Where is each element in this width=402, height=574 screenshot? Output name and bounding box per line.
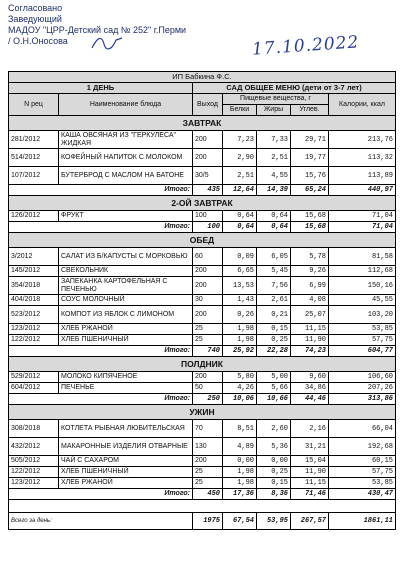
- total-output: 100: [193, 222, 223, 233]
- protein-value: 4,26: [223, 383, 257, 394]
- fat-value: 5,45: [257, 266, 291, 277]
- total-label: Итого:: [9, 394, 193, 405]
- total-carbs: 15,68: [291, 222, 329, 233]
- total-fat: 22,28: [257, 346, 291, 357]
- calories-value: 53,85: [329, 324, 396, 335]
- column-header-row: [9, 94, 396, 105]
- total-carbs: 71,46: [291, 489, 329, 500]
- fat-value: 0,15: [257, 324, 291, 335]
- recipe-number: 122/2012: [9, 467, 59, 478]
- total-label: Итого:: [9, 489, 193, 500]
- recipe-number: 308/2018: [9, 420, 59, 438]
- recipe-number: 3/2012: [9, 248, 59, 266]
- section-header-row: [9, 196, 396, 211]
- carbs-value: 25,07: [291, 306, 329, 324]
- fat-value: 2,51: [257, 149, 291, 167]
- output-value: 30/5: [193, 167, 223, 185]
- section-header-row: [9, 233, 396, 248]
- fat-value: 0,21: [257, 306, 291, 324]
- dish-row: [9, 211, 396, 222]
- protein-value: 2,90: [223, 149, 257, 167]
- section-title: УЖИН: [9, 405, 396, 420]
- protein-value: 5,80: [223, 372, 257, 383]
- dish-name: КОМПОТ ИЗ ЯБЛОК С ЛИМОНОМ: [59, 306, 193, 324]
- col-protein: Белки: [223, 105, 257, 116]
- output-value: 60: [193, 248, 223, 266]
- recipe-number: 123/2012: [9, 324, 59, 335]
- dish-row: [9, 383, 396, 394]
- calories-value: 57,75: [329, 335, 396, 346]
- calories-value: 192,68: [329, 438, 396, 456]
- recipe-number: 354/2018: [9, 277, 59, 295]
- calories-value: 150,16: [329, 277, 396, 295]
- section-header-row: [9, 405, 396, 420]
- protein-value: 8,51: [223, 420, 257, 438]
- total-label: Итого:: [9, 346, 193, 357]
- dish-name: КОТЛЕТА РЫБНАЯ ЛЮБИТЕЛЬСКАЯ: [59, 420, 193, 438]
- calories-value: 53,85: [329, 478, 396, 489]
- dish-name: МОЛОКО КИПЯЧЕНОЕ: [59, 372, 193, 383]
- dish-name: БУТЕРБРОД С МАСЛОМ НА БАТОНЕ: [59, 167, 193, 185]
- calories-value: 106,60: [329, 372, 396, 383]
- carbs-value: 11,90: [291, 467, 329, 478]
- protein-value: 13,53: [223, 277, 257, 295]
- dish-name: ХЛЕБ РЖАНОЙ: [59, 324, 193, 335]
- protein-value: 0,09: [223, 248, 257, 266]
- calories-value: 45,55: [329, 295, 396, 306]
- calories-value: 113,89: [329, 167, 396, 185]
- section-title: ПОЛДНИК: [9, 357, 396, 372]
- dish-row: [9, 456, 396, 467]
- output-value: 130: [193, 438, 223, 456]
- recipe-number: 107/2012: [9, 167, 59, 185]
- dish-row: [9, 335, 396, 346]
- protein-value: 0,26: [223, 306, 257, 324]
- output-value: 30: [193, 295, 223, 306]
- fat-value: 7,56: [257, 277, 291, 295]
- recipe-number: 523/2012: [9, 306, 59, 324]
- carbs-value: 6,99: [291, 277, 329, 295]
- dish-name: ПЕЧЕНЬЕ: [59, 383, 193, 394]
- protein-value: 1,43: [223, 295, 257, 306]
- total-carbs: 44,46: [291, 394, 329, 405]
- col-output: Выход: [193, 94, 223, 116]
- dish-name: ЧАЙ С САХАРОМ: [59, 456, 193, 467]
- output-value: 25: [193, 467, 223, 478]
- protein-value: 7,23: [223, 131, 257, 149]
- output-value: 50: [193, 383, 223, 394]
- fat-value: 5,66: [257, 383, 291, 394]
- col-fat: Жиры: [257, 105, 291, 116]
- carbs-value: 34,86: [291, 383, 329, 394]
- recipe-number: 529/2012: [9, 372, 59, 383]
- output-value: 200: [193, 372, 223, 383]
- dish-row: [9, 372, 396, 383]
- spacer-cell: [9, 500, 396, 513]
- output-value: 100: [193, 211, 223, 222]
- output-value: 200: [193, 266, 223, 277]
- dish-name: КОФЕЙНЫЙ НАПИТОК С МОЛОКОМ: [59, 149, 193, 167]
- recipe-number: 123/2012: [9, 478, 59, 489]
- dish-name: КАША ОВСЯНАЯ ИЗ "ГЕРКУЛЕСА" ЖИДКАЯ: [59, 131, 193, 149]
- grand-calories: 1861,11: [329, 513, 396, 530]
- carbs-value: 15,76: [291, 167, 329, 185]
- protein-value: 1,98: [223, 478, 257, 489]
- dish-row: [9, 266, 396, 277]
- approval-line: / О.Н.Оносова: [8, 36, 68, 46]
- protein-value: 0,64: [223, 211, 257, 222]
- grand-total-row: [9, 513, 396, 530]
- day-label: 1 ДЕНЬ: [9, 83, 193, 94]
- calories-value: 81,58: [329, 248, 396, 266]
- provider-name: ИП Бабкина Ф.С.: [9, 72, 396, 83]
- total-carbs: 74,23: [291, 346, 329, 357]
- total-protein: 10,06: [223, 394, 257, 405]
- grand-output: 1975: [193, 513, 223, 530]
- output-value: 200: [193, 149, 223, 167]
- fat-value: 4,55: [257, 167, 291, 185]
- dish-name: МАКАРОННЫЕ ИЗДЕЛИЯ ОТВАРНЫЕ: [59, 438, 193, 456]
- calories-value: 71,04: [329, 211, 396, 222]
- output-value: 200: [193, 456, 223, 467]
- protein-value: 0,00: [223, 456, 257, 467]
- total-output: 740: [193, 346, 223, 357]
- section-total-row: [9, 489, 396, 500]
- recipe-number: 432/2012: [9, 438, 59, 456]
- protein-value: 1,98: [223, 324, 257, 335]
- calories-value: 60,15: [329, 456, 396, 467]
- total-calories: 430,47: [329, 489, 396, 500]
- output-value: 200: [193, 131, 223, 149]
- fat-value: 0,00: [257, 456, 291, 467]
- dish-row: [9, 167, 396, 185]
- carbs-value: 31,21: [291, 438, 329, 456]
- carbs-value: 11,90: [291, 335, 329, 346]
- carbs-value: 9,60: [291, 372, 329, 383]
- dish-row: [9, 420, 396, 438]
- dish-row: [9, 248, 396, 266]
- section-total-row: [9, 185, 396, 196]
- col-recipe: N рец: [9, 94, 59, 116]
- menu-title: САД ОБЩЕЕ МЕНЮ (дети от 3-7 лет): [193, 83, 396, 94]
- fat-value: 0,15: [257, 478, 291, 489]
- carbs-value: 2,16: [291, 420, 329, 438]
- spacer-row: [9, 500, 396, 513]
- carbs-value: 11,15: [291, 478, 329, 489]
- carbs-value: 15,04: [291, 456, 329, 467]
- handwritten-date: 17.10.2022: [251, 32, 360, 60]
- recipe-number: 281/2012: [9, 131, 59, 149]
- col-dish: Наименование блюда: [59, 94, 193, 116]
- carbs-value: 29,71: [291, 131, 329, 149]
- total-protein: 25,92: [223, 346, 257, 357]
- col-calories: Калории, ккал: [329, 94, 396, 116]
- total-protein: 12,64: [223, 185, 257, 196]
- output-value: 70: [193, 420, 223, 438]
- dish-name: ЗАПЕКАНКА КАРТОФЕЛЬНАЯ С ПЕЧЕНЬЮ: [59, 277, 193, 295]
- approval-line: Согласовано: [8, 3, 63, 13]
- menu-title-row: [9, 83, 396, 94]
- section-title: 2-ОЙ ЗАВТРАК: [9, 196, 396, 211]
- calories-value: 113,32: [329, 149, 396, 167]
- dish-row: [9, 478, 396, 489]
- recipe-number: 505/2012: [9, 456, 59, 467]
- dish-row: [9, 295, 396, 306]
- recipe-number: 122/2012: [9, 335, 59, 346]
- dish-name: ХЛЕБ ПШЕНИЧНЫЙ: [59, 335, 193, 346]
- dish-name: ХЛЕБ ПШЕНИЧНЫЙ: [59, 467, 193, 478]
- total-calories: 440,97: [329, 185, 396, 196]
- output-value: 200: [193, 277, 223, 295]
- output-value: 200: [193, 306, 223, 324]
- section-total-row: [9, 222, 396, 233]
- menu-table: [8, 71, 396, 530]
- total-fat: 0,64: [257, 222, 291, 233]
- dish-name: ФРУКТ: [59, 211, 193, 222]
- fat-value: 0,25: [257, 335, 291, 346]
- total-calories: 71,04: [329, 222, 396, 233]
- fat-value: 7,33: [257, 131, 291, 149]
- protein-value: 1,98: [223, 335, 257, 346]
- fat-value: 0,64: [257, 211, 291, 222]
- recipe-number: 145/2012: [9, 266, 59, 277]
- carbs-value: 15,68: [291, 211, 329, 222]
- protein-value: 2,51: [223, 167, 257, 185]
- provider-row: [9, 72, 396, 83]
- total-label: Итого:: [9, 185, 193, 196]
- carbs-value: 19,77: [291, 149, 329, 167]
- output-value: 25: [193, 478, 223, 489]
- dish-row: [9, 306, 396, 324]
- carbs-value: 5,78: [291, 248, 329, 266]
- col-nutrients: Пищевые вещества, г: [223, 94, 329, 105]
- fat-value: 2,61: [257, 295, 291, 306]
- fat-value: 5,36: [257, 438, 291, 456]
- protein-value: 6,65: [223, 266, 257, 277]
- total-protein: 0,64: [223, 222, 257, 233]
- fat-value: 6,05: [257, 248, 291, 266]
- total-label: Итого:: [9, 222, 193, 233]
- total-carbs: 65,24: [291, 185, 329, 196]
- menu-body: [9, 116, 396, 530]
- recipe-number: 404/2018: [9, 295, 59, 306]
- total-fat: 14,39: [257, 185, 291, 196]
- section-title: ЗАВТРАК: [9, 116, 396, 131]
- dish-row: [9, 467, 396, 478]
- output-value: 25: [193, 335, 223, 346]
- grand-fat: 53,95: [257, 513, 291, 530]
- protein-value: 4,89: [223, 438, 257, 456]
- grand-total-label: Всего за день:: [9, 513, 193, 530]
- grand-protein: 67,54: [223, 513, 257, 530]
- approval-line: МАДОУ "ЦРР-Детский сад № 252" г.Перми: [8, 25, 187, 35]
- dish-row: [9, 324, 396, 335]
- approval-line: Заведующий: [8, 14, 62, 24]
- total-protein: 17,36: [223, 489, 257, 500]
- carbs-value: 4,08: [291, 295, 329, 306]
- recipe-number: 126/2012: [9, 211, 59, 222]
- signature-scribble: [90, 34, 124, 52]
- calories-value: 207,26: [329, 383, 396, 394]
- grand-carbs: 267,57: [291, 513, 329, 530]
- section-header-row: [9, 116, 396, 131]
- calories-value: 213,76: [329, 131, 396, 149]
- calories-value: 57,75: [329, 467, 396, 478]
- section-total-row: [9, 346, 396, 357]
- total-output: 250: [193, 394, 223, 405]
- carbs-value: 11,15: [291, 324, 329, 335]
- total-output: 450: [193, 489, 223, 500]
- dish-row: [9, 277, 396, 295]
- fat-value: 0,25: [257, 467, 291, 478]
- recipe-number: 514/2012: [9, 149, 59, 167]
- section-header-row: [9, 357, 396, 372]
- protein-value: 1,98: [223, 467, 257, 478]
- carbs-value: 9,26: [291, 266, 329, 277]
- dish-name: СВЕКОЛЬНИК: [59, 266, 193, 277]
- fat-value: 2,60: [257, 420, 291, 438]
- dish-row: [9, 438, 396, 456]
- dish-row: [9, 131, 396, 149]
- fat-value: 5,00: [257, 372, 291, 383]
- col-carbs: Углев.: [291, 105, 329, 116]
- dish-name: СОУС МОЛОЧНЫЙ: [59, 295, 193, 306]
- total-fat: 8,36: [257, 489, 291, 500]
- dish-name: ХЛЕБ РЖАНОЙ: [59, 478, 193, 489]
- output-value: 25: [193, 324, 223, 335]
- calories-value: 66,04: [329, 420, 396, 438]
- dish-row: [9, 149, 396, 167]
- calories-value: 112,68: [329, 266, 396, 277]
- calories-value: 103,20: [329, 306, 396, 324]
- total-calories: 313,86: [329, 394, 396, 405]
- total-output: 435: [193, 185, 223, 196]
- total-fat: 10,66: [257, 394, 291, 405]
- section-total-row: [9, 394, 396, 405]
- total-calories: 604,77: [329, 346, 396, 357]
- dish-name: САЛАТ ИЗ Б/КАПУСТЫ С МОРКОВЬЮ: [59, 248, 193, 266]
- section-title: ОБЕД: [9, 233, 396, 248]
- recipe-number: 604/2012: [9, 383, 59, 394]
